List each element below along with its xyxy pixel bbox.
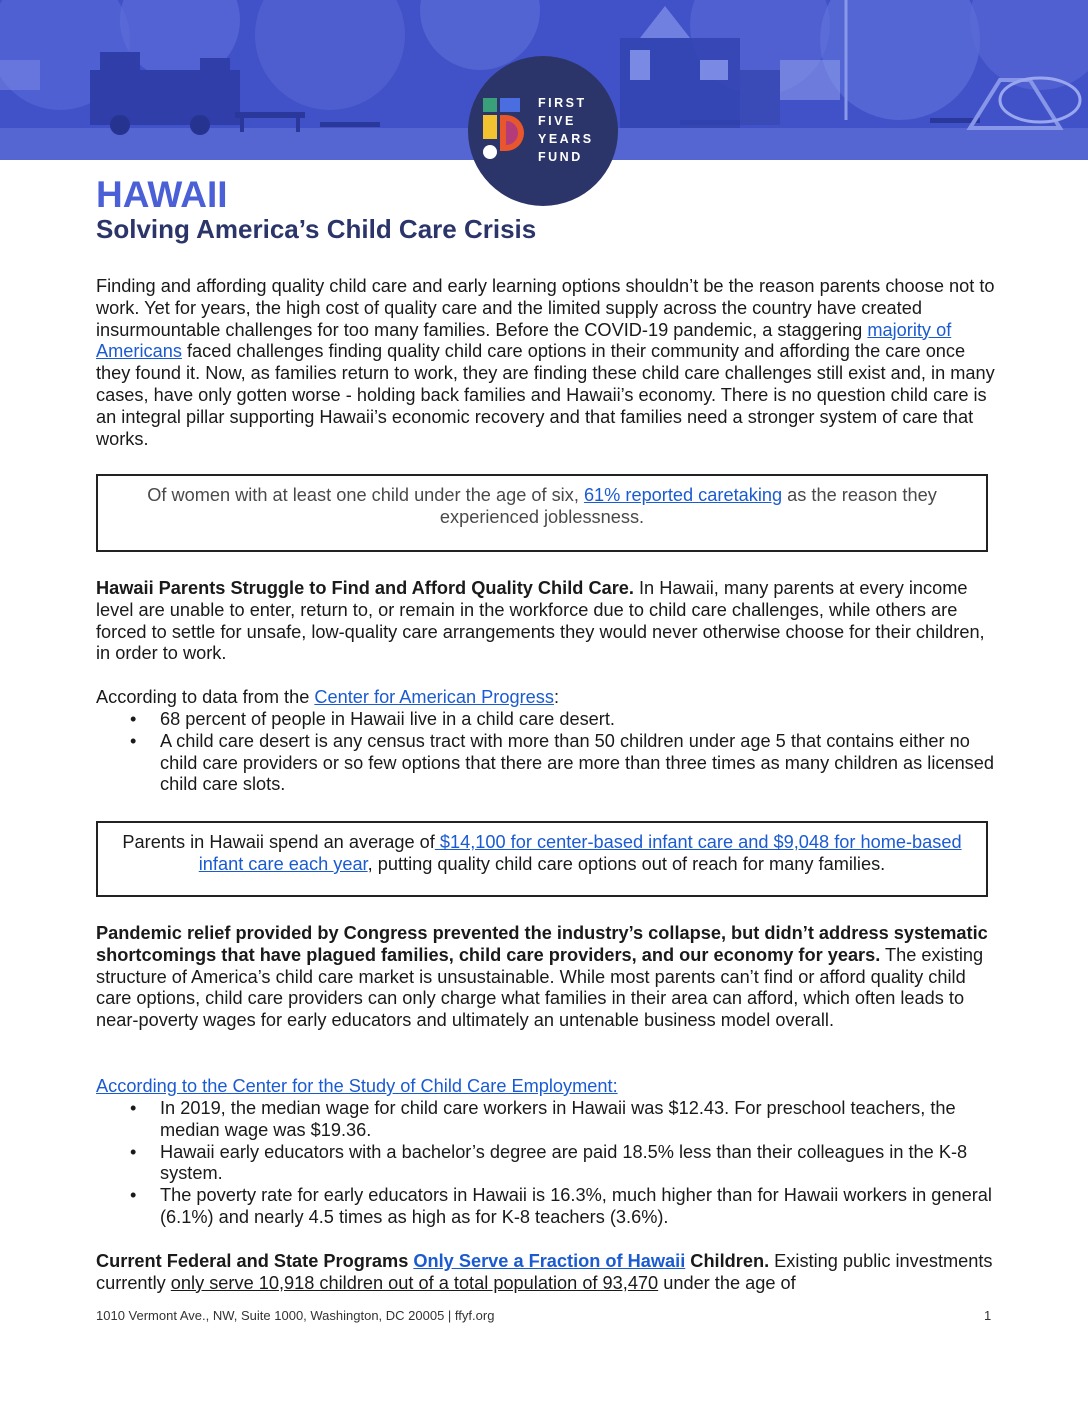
section-programs-paragraph: Current Federal and State Programs Only Serve a Fraction of Hawaii Children. Existing public investments currently only serve 10,918 children out of a total population of 93,470 under the age of xyxy=(96,1251,993,1293)
page-number: 1 xyxy=(984,1308,992,1323)
educator-wage-list xyxy=(96,1098,996,1229)
served-children-stat: only serve 10,918 children out of a total population of 93,470 xyxy=(170,1272,659,1293)
fraction-of-hawaii-link[interactable]: Only Serve a Fraction of Hawaii xyxy=(413,1251,686,1271)
cscce-link[interactable]: According to the Center for the Study of Child Care Employment: xyxy=(96,1076,618,1096)
section-struggle-paragraph: Hawaii Parents Struggle to Find and Afford Quality Child Care. In Hawaii, many parents at every income level are unable to enter, return to, or remain in the workforce due to child care challenges, while others are forced to settle for unsafe, low-quality care arrangements they would never otherwise choose for their children, in order to work. xyxy=(96,578,985,664)
intro-paragraph: Finding and affording quality child care and early learning options shouldn’t be the reason parents choose not to work. Yet for years, the high cost of quality care and the limited supply across the country have created insurmountable challenges for too many families. Before the COVID-19 pandemic, a staggering majority of Americans faced challenges finding quality child care options in their community and affording the care once they found it. Now, as families return to work, they are finding these child care challenges still exist and, in many cases, have only gotten worse - holding back families and Hawaii’s economy. There is no question child care is an integral pillar supporting Hawaii’s economic recovery and that families need a stronger system of care that works. xyxy=(96,276,995,449)
section-programs-heading: Current Federal and State Programs Only Serve a Fraction of Hawaii Children. xyxy=(96,1251,770,1271)
child-care-desert-list xyxy=(96,709,996,796)
callout-box-infant-care-cost: Parents in Hawaii spend an average of $14,100 for center-based infant care and $9,048 for home-based infant care each year, putting quality child care options out of reach for many families. xyxy=(96,821,988,897)
caretaking-stat-link[interactable]: 61% reported caretaking xyxy=(583,485,783,505)
footer-address: 1010 Vermont Ave., NW, Suite 1000, Washington, DC 20005 | ffyf.org xyxy=(96,1308,495,1323)
section-struggle-heading: Hawaii Parents Struggle to Find and Afford Quality Child Care. xyxy=(96,578,634,598)
source-cscce-paragraph xyxy=(96,1076,996,1098)
page-subtitle: Solving America’s Child Care Crisis xyxy=(96,214,537,244)
callout-box-joblessness: Of women with at least one child under the age of six, 61% reported caretaking as the reason they experienced joblessness. xyxy=(96,474,988,552)
logo-mark-icon xyxy=(480,98,530,168)
first-five-years-fund-logo xyxy=(468,56,618,206)
majority-of-americans-link[interactable]: majority of Americans xyxy=(96,319,952,362)
list-item: • The poverty rate for early educators in Hawaii is 16.3%, much higher than for Hawaii workers in general (6.1%) and nearly 4.5 times as high as for K-8 teachers (3.6%). xyxy=(130,1185,992,1227)
page-title: HAWAII xyxy=(96,174,228,215)
list-item: • In 2019, the median wage for child care workers in Hawaii was $12.43. For preschool teachers, the median wage was $19.36. xyxy=(130,1098,956,1140)
list-item: • 68 percent of people in Hawaii live in a child care desert. xyxy=(130,709,615,729)
source-cap-paragraph: According to data from the Center for American Progress: xyxy=(96,687,560,707)
list-item: • Hawaii early educators with a bachelor’s degree are paid 18.5% less than their colleagues in the K-8 system. xyxy=(130,1141,968,1184)
section-pandemic-paragraph: Pandemic relief provided by Congress prevented the industry’s collapse, but didn’t address systematic shortcomings that have plagued families, child care providers, and our economy for years. The existing structure of America’s child care market is unsustainable. While most parents can’t find or afford quality child care options, child care providers can only charge what families in their area can afford, which often leads to near-poverty wages for early educators and ultimately an untenable business model overall. xyxy=(96,923,988,1031)
infant-care-cost-link[interactable]: $14,100 for center-based infant care and $9,048 for home-based infant care each year xyxy=(198,832,962,874)
center-for-american-progress-link[interactable]: Center for American Progress xyxy=(314,687,554,707)
section-pandemic-heading: Pandemic relief provided by Congress prevented the industry’s collapse, but didn’t address systematic shortcomings that have plagued families, child care providers, and our economy for years. xyxy=(96,923,988,965)
logo-text: FIRST FIVE YEARS FUND xyxy=(538,96,594,164)
list-item: • A child care desert is any census tract with more than 50 children under age 5 that contains either no child care providers or so few options that there are more than three times as many children as licensed child care slots. xyxy=(130,730,995,795)
